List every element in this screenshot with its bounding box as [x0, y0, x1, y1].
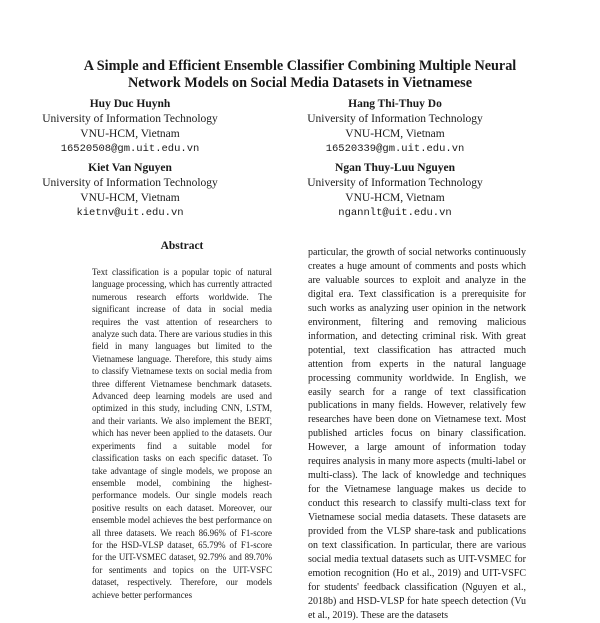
- author-email[interactable]: ngannlt@uit.edu.vn: [338, 207, 452, 219]
- author-name: Hang Thi-Thuy Do: [348, 98, 442, 110]
- body-paragraph: particular, the growth of social networks continuously creates a huge amount of comments and posts which are valuable sources to exploit and analyze in the digital era. Text classification is a prerequisite for such works as analyzing user opinion in the network environment, filtering and removing malicious information, and detecting criminal risk. With great potential, text classification has attracted much attention from experts in the natural language processing community worldwide. In English, we easily search for a range of text classification publications in many fields. However, relatively few researches have been done on Vietnamese text. Most published articles focus on binary classification. However, a large amount of information today requires analysis in many more aspects (multi-label or multi-class). The lack of knowledge and techniques for the Vietnamese language makes us decide to conduct this research to classify multi-class text for Vietnamese social media datasets. These datasets are provided from the VLSP share-task and publications on text classification. In particular, there are various social media textual datasets such as UIT-VSMEC for emotion recognition (Ho et al., 2019) and UIT-VSFC for students' feedback classification (Nguyen et al., 2018b) and HSD-VLSP for hate speech detection (Vu et al., 2019). These are the datasets: [308, 247, 526, 621]
- author-block: [0, 161, 260, 221]
- author-block: [265, 161, 525, 221]
- abstract-heading: Abstract: [160, 240, 204, 252]
- author-block: [265, 97, 525, 157]
- author-location: VNU-HCM, Vietnam: [345, 128, 445, 140]
- author-location: VNU-HCM, Vietnam: [345, 192, 445, 204]
- author-block: [0, 97, 260, 157]
- author-location: VNU-HCM, Vietnam: [80, 128, 180, 140]
- author-name: Kiet Van Nguyen: [88, 162, 172, 174]
- author-affiliation: University of Information Technology: [42, 113, 218, 125]
- abstract-paragraph: Text classification is a popular topic of natural language processing, which has currently attracted numerous research efforts worldwide. The significant increase of data in social media requires the vast attention of researchers to analyze such data. There are various studies in this field in many languages but limited to the Vietnamese language. Therefore, this study aims to classify Vietnamese texts on social media from three different Vietnamese benchmark datasets. Advanced deep learning models are used and optimized in this study, including CNN, LSTM, and their variants. We also implement the BERT, which has never been applied to the datasets. Our experiments find a suitable model for classification tasks on each specific dataset. To take advantage of single models, we propose an ensemble model, combining the highest-performance models. Our single models reach positive results on each dataset. Moreover, our ensemble model achieves the best performance on all three datasets. We reach 86.96% of F1-score for the HSD-VLSP dataset, 65.79% of F1-score for the UIT-VSMEC dataset, 92.79% and 89.70% for sentiments and topics on the UIT-VSFC dataset, respectively. Therefore, our models achieve better performances: [92, 267, 272, 600]
- paper-title: A Simple and Efficient Ensemble Classifier Combining Multiple Neural Network Models on Social Media Datasets in Vietnamese: [83, 58, 517, 91]
- author-location: VNU-HCM, Vietnam: [80, 192, 180, 204]
- abstract-body: [92, 266, 272, 600]
- author-name: Huy Duc Huynh: [89, 98, 171, 110]
- author-affiliation: University of Information Technology: [307, 113, 483, 125]
- intro-column: [308, 246, 526, 621]
- author-affiliation: University of Information Technology: [307, 177, 483, 189]
- author-email[interactable]: kietnv@uit.edu.vn: [76, 207, 184, 219]
- author-affiliation: University of Information Technology: [42, 177, 218, 189]
- author-email[interactable]: 16520339@gm.uit.edu.vn: [325, 143, 465, 155]
- author-name: Ngan Thuy-Luu Nguyen: [335, 162, 455, 174]
- author-email[interactable]: 16520508@gm.uit.edu.vn: [60, 143, 200, 155]
